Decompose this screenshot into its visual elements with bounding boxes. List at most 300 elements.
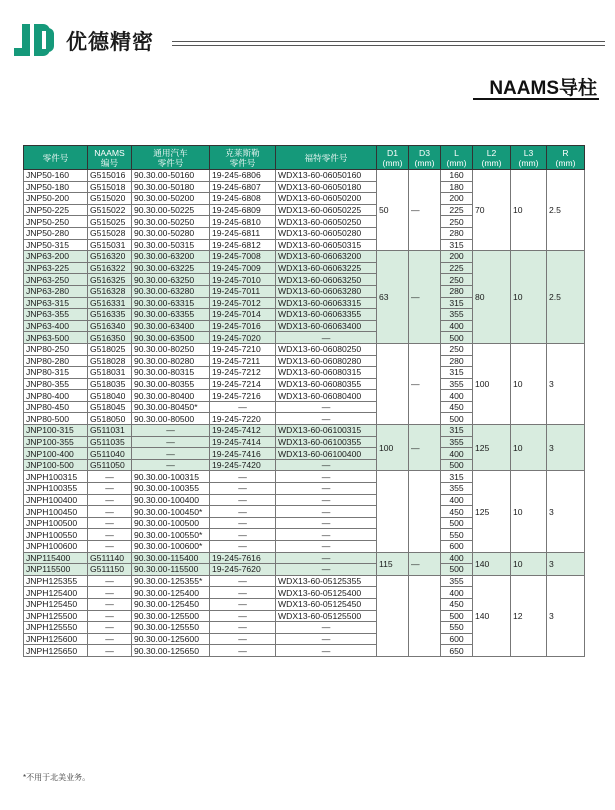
col-header-gm: 通用汽车 零件号 [132, 146, 210, 170]
cell-chrysler: — [210, 494, 276, 506]
cell-ford: WDX13-60-05125450 [276, 598, 377, 610]
cell-part-no: JNP63-500 [24, 332, 88, 344]
cell-chrysler: 19-245-7214 [210, 378, 276, 390]
cell-l3: 10 [511, 170, 547, 251]
cell-chrysler: — [210, 471, 276, 483]
cell-part-no: JNP80-250 [24, 343, 88, 355]
cell-part-no: JNP100-355 [24, 436, 88, 448]
cell-l2: 140 [473, 575, 511, 656]
cell-part-no: JNP100-500 [24, 459, 88, 471]
cell-naams: — [88, 633, 132, 645]
cell-ford: — [276, 483, 377, 495]
cell-chrysler: — [210, 529, 276, 541]
cell-chrysler: 19-245-7420 [210, 459, 276, 471]
cell-naams: G515018 [88, 181, 132, 193]
cell-chrysler: 19-245-7216 [210, 390, 276, 402]
cell-chrysler: 19-245-7412 [210, 425, 276, 437]
cell-d1 [377, 343, 409, 424]
cell-l: 315 [441, 471, 473, 483]
cell-gm: 90.30.00-125400 [132, 587, 210, 599]
cell-ford: — [276, 332, 377, 344]
cell-part-no: JNP63-355 [24, 309, 88, 321]
cell-gm: — [132, 425, 210, 437]
cell-part-no: JNP63-225 [24, 262, 88, 274]
cell-gm: 90.30.00-100600* [132, 541, 210, 553]
cell-naams: G516340 [88, 320, 132, 332]
cell-l: 315 [441, 367, 473, 379]
cell-part-no: JNPH100315 [24, 471, 88, 483]
cell-gm: 90.30.00-125550 [132, 622, 210, 634]
cell-l: 400 [441, 494, 473, 506]
cell-part-no: JNPH125450 [24, 598, 88, 610]
cell-gm: 90.30.00-63250 [132, 274, 210, 286]
cell-gm: 90.30.00-50250 [132, 216, 210, 228]
cell-ford: — [276, 552, 377, 564]
cell-chrysler: 19-245-7016 [210, 320, 276, 332]
cell-ford: WDX13-60-06100315 [276, 425, 377, 437]
cell-part-no: JNP80-280 [24, 355, 88, 367]
cell-naams: G516320 [88, 251, 132, 263]
cell-chrysler: 19-245-7211 [210, 355, 276, 367]
cell-naams: — [88, 483, 132, 495]
cell-part-no: JNPH125400 [24, 587, 88, 599]
cell-ford: WDX13-60-06080250 [276, 343, 377, 355]
cell-l: 355 [441, 378, 473, 390]
table-row [24, 552, 585, 564]
cell-gm: 90.30.00-115500 [132, 564, 210, 576]
col-header-naams: NAAMS 编号 [88, 146, 132, 170]
cell-part-no: JNPH125650 [24, 645, 88, 657]
cell-part-no: JNPH100500 [24, 517, 88, 529]
cell-l2: 70 [473, 170, 511, 251]
cell-r: 2.5 [547, 251, 585, 344]
cell-chrysler: 19-245-7210 [210, 343, 276, 355]
cell-chrysler: — [210, 541, 276, 553]
cell-ford: — [276, 459, 377, 471]
cell-d1 [377, 471, 409, 552]
cell-naams: G516350 [88, 332, 132, 344]
cell-naams: G515020 [88, 193, 132, 205]
cell-part-no: JNP63-315 [24, 297, 88, 309]
cell-gm: 90.30.00-100500 [132, 517, 210, 529]
cell-ford: WDX13-60-06050180 [276, 181, 377, 193]
cell-gm: 90.30.00-50225 [132, 204, 210, 216]
cell-chrysler: 19-245-7416 [210, 448, 276, 460]
cell-gm: 90.30.00-125650 [132, 645, 210, 657]
cell-naams: G511031 [88, 425, 132, 437]
cell-naams: G518050 [88, 413, 132, 425]
cell-part-no: JNP100-315 [24, 425, 88, 437]
cell-ford: WDX13-60-06100355 [276, 436, 377, 448]
cell-ford: WDX13-60-05125355 [276, 575, 377, 587]
table-row [24, 343, 585, 355]
cell-l: 250 [441, 343, 473, 355]
cell-l3: 10 [511, 552, 547, 575]
brand-name: 优德精密 [66, 30, 154, 54]
cell-gm: 90.30.00-100450* [132, 506, 210, 518]
cell-gm: 90.30.00-50180 [132, 181, 210, 193]
cell-l: 500 [441, 564, 473, 576]
cell-chrysler: — [210, 610, 276, 622]
cell-part-no: JNP80-400 [24, 390, 88, 402]
cell-part-no: JNP50-280 [24, 227, 88, 239]
cell-l2: 100 [473, 343, 511, 424]
cell-part-no: JNPH125355 [24, 575, 88, 587]
cell-r: 3 [547, 471, 585, 552]
cell-d1: 63 [377, 251, 409, 344]
cell-part-no: JNPH125600 [24, 633, 88, 645]
cell-naams: G511150 [88, 564, 132, 576]
cell-gm: 90.30.00-80400 [132, 390, 210, 402]
col-header-r: R (mm) [547, 146, 585, 170]
cell-gm: 90.30.00-125450 [132, 598, 210, 610]
cell-naams: — [88, 587, 132, 599]
cell-gm: 90.30.00-125500 [132, 610, 210, 622]
cell-l: 500 [441, 459, 473, 471]
cell-ford: — [276, 633, 377, 645]
cell-gm: 90.30.00-63280 [132, 285, 210, 297]
cell-gm: 90.30.00-80355 [132, 378, 210, 390]
cell-gm: 90.30.00-63400 [132, 320, 210, 332]
cell-ford: WDX13-60-06063400 [276, 320, 377, 332]
cell-part-no: JNP63-200 [24, 251, 88, 263]
cell-naams: — [88, 529, 132, 541]
cell-ford: WDX13-60-05125500 [276, 610, 377, 622]
cell-chrysler: 19-245-7414 [210, 436, 276, 448]
cell-l: 500 [441, 332, 473, 344]
cell-r: 3 [547, 425, 585, 471]
cell-ford: WDX13-60-06063200 [276, 251, 377, 263]
cell-gm: 90.30.00-80315 [132, 367, 210, 379]
cell-chrysler: — [210, 517, 276, 529]
cell-naams: G518031 [88, 367, 132, 379]
cell-d1: 50 [377, 170, 409, 251]
cell-part-no: JNP50-180 [24, 181, 88, 193]
cell-chrysler: 19-245-6810 [210, 216, 276, 228]
cell-l: 450 [441, 506, 473, 518]
cell-ford: WDX13-60-06063225 [276, 262, 377, 274]
cell-chrysler: — [210, 587, 276, 599]
col-header-l2: L2 (mm) [473, 146, 511, 170]
cell-gm: 90.30.00-63355 [132, 309, 210, 321]
cell-part-no: JNP80-315 [24, 367, 88, 379]
col-header-d3: D3 (mm) [409, 146, 441, 170]
cell-chrysler: 19-245-7012 [210, 297, 276, 309]
cell-part-no: JNP115400 [24, 552, 88, 564]
cell-l: 315 [441, 425, 473, 437]
cell-chrysler: 19-245-7014 [210, 309, 276, 321]
cell-part-no: JNPH100550 [24, 529, 88, 541]
cell-part-no: JNPH100450 [24, 506, 88, 518]
cell-part-no: JNP63-250 [24, 274, 88, 286]
cell-ford: WDX13-60-06050250 [276, 216, 377, 228]
cell-part-no: JNP80-355 [24, 378, 88, 390]
cell-l: 160 [441, 170, 473, 182]
cell-d3 [409, 471, 441, 552]
cell-l: 280 [441, 285, 473, 297]
cell-gm: 90.30.00-100315 [132, 471, 210, 483]
footnote: *不用于北美业务。 [23, 773, 91, 782]
cell-chrysler: 19-245-6811 [210, 227, 276, 239]
cell-gm: 90.30.00-80500 [132, 413, 210, 425]
cell-naams: — [88, 622, 132, 634]
cell-gm: 90.30.00-50160 [132, 170, 210, 182]
cell-naams: G516335 [88, 309, 132, 321]
cell-naams: — [88, 541, 132, 553]
cell-d1 [377, 575, 409, 656]
cell-chrysler: — [210, 483, 276, 495]
cell-l: 280 [441, 355, 473, 367]
col-header-d1: D1 (mm) [377, 146, 409, 170]
cell-l: 400 [441, 320, 473, 332]
cell-ford: WDX13-60-06100400 [276, 448, 377, 460]
cell-chrysler: — [210, 622, 276, 634]
cell-naams: — [88, 471, 132, 483]
cell-l: 400 [441, 587, 473, 599]
cell-part-no: JNP50-200 [24, 193, 88, 205]
brand-divider [172, 41, 605, 46]
cell-naams: G511035 [88, 436, 132, 448]
cell-ford: WDX13-60-06050315 [276, 239, 377, 251]
col-header-chrysler: 克莱斯勒 零件号 [210, 146, 276, 170]
cell-naams: G515016 [88, 170, 132, 182]
cell-gm: 90.30.00-125600 [132, 633, 210, 645]
cell-l2: 125 [473, 425, 511, 471]
cell-gm: 90.30.00-100400 [132, 494, 210, 506]
cell-l: 315 [441, 297, 473, 309]
cell-part-no: JNP50-315 [24, 239, 88, 251]
cell-gm: 90.30.00-50315 [132, 239, 210, 251]
cell-l: 500 [441, 413, 473, 425]
cell-naams: G518035 [88, 378, 132, 390]
cell-chrysler: 19-245-7616 [210, 552, 276, 564]
cell-chrysler: 19-245-7011 [210, 285, 276, 297]
cell-naams: — [88, 610, 132, 622]
cell-naams: G518028 [88, 355, 132, 367]
cell-l3: 10 [511, 343, 547, 424]
cell-part-no: JNPH100600 [24, 541, 88, 553]
title-underline [473, 98, 599, 100]
cell-naams: G516328 [88, 285, 132, 297]
cell-part-no: JNPH100355 [24, 483, 88, 495]
cell-ford: — [276, 413, 377, 425]
cell-l2: 80 [473, 251, 511, 344]
table-row [24, 251, 585, 263]
cell-l: 600 [441, 541, 473, 553]
col-header-l: L (mm) [441, 146, 473, 170]
cell-naams: G515025 [88, 216, 132, 228]
cell-gm: 90.30.00-100550* [132, 529, 210, 541]
cell-chrysler: — [210, 598, 276, 610]
cell-l: 355 [441, 309, 473, 321]
brand-logo [14, 24, 58, 56]
cell-l: 225 [441, 204, 473, 216]
table-header-row [24, 146, 585, 170]
cell-part-no: JNP50-225 [24, 204, 88, 216]
cell-ford: WDX13-60-06050280 [276, 227, 377, 239]
cell-naams: G516325 [88, 274, 132, 286]
table-row [24, 575, 585, 587]
cell-naams: G511050 [88, 459, 132, 471]
cell-l: 315 [441, 239, 473, 251]
cell-ford: WDX13-60-06063280 [276, 285, 377, 297]
cell-part-no: JNPH100400 [24, 494, 88, 506]
cell-l: 650 [441, 645, 473, 657]
cell-l: 250 [441, 216, 473, 228]
cell-part-no: JNP100-400 [24, 448, 88, 460]
cell-chrysler: — [210, 633, 276, 645]
cell-chrysler: 19-245-7010 [210, 274, 276, 286]
cell-naams: G511140 [88, 552, 132, 564]
cell-part-no: JNP63-280 [24, 285, 88, 297]
cell-chrysler: 19-245-6812 [210, 239, 276, 251]
cell-gm: 90.30.00-115400 [132, 552, 210, 564]
cell-ford: — [276, 401, 377, 413]
cell-ford: — [276, 494, 377, 506]
cell-gm: 90.30.00-50280 [132, 227, 210, 239]
cell-l: 450 [441, 598, 473, 610]
cell-naams: — [88, 645, 132, 657]
cell-chrysler: 19-245-7020 [210, 332, 276, 344]
cell-ford: WDX13-60-06080280 [276, 355, 377, 367]
cell-d3 [409, 575, 441, 656]
table-row [24, 425, 585, 437]
cell-gm: 90.30.00-63225 [132, 262, 210, 274]
cell-l: 500 [441, 517, 473, 529]
cell-ford: — [276, 517, 377, 529]
cell-l: 200 [441, 251, 473, 263]
cell-l: 355 [441, 436, 473, 448]
cell-l: 400 [441, 552, 473, 564]
col-header-ford: 福特零件号 [276, 146, 377, 170]
cell-gm: — [132, 448, 210, 460]
cell-ford: WDX13-60-06063355 [276, 309, 377, 321]
cell-chrysler: 19-245-6808 [210, 193, 276, 205]
cell-naams: — [88, 575, 132, 587]
cell-chrysler: 19-245-7009 [210, 262, 276, 274]
cell-l: 355 [441, 483, 473, 495]
cell-ford: WDX13-60-06080355 [276, 378, 377, 390]
cell-naams: G515028 [88, 227, 132, 239]
cell-l2: 125 [473, 471, 511, 552]
cell-chrysler: 19-245-6806 [210, 170, 276, 182]
cell-chrysler: — [210, 575, 276, 587]
cell-r: 3 [547, 343, 585, 424]
cell-r: 2.5 [547, 170, 585, 251]
cell-chrysler: 19-245-6807 [210, 181, 276, 193]
cell-chrysler: 19-245-7212 [210, 367, 276, 379]
cell-ford: WDX13-60-06050225 [276, 204, 377, 216]
cell-ford: WDX13-60-06063250 [276, 274, 377, 286]
cell-ford: — [276, 622, 377, 634]
page-title: NAAMS导柱 [489, 78, 597, 99]
cell-r: 3 [547, 552, 585, 575]
cell-ford: WDX13-60-06080315 [276, 367, 377, 379]
cell-ford: WDX13-60-05125400 [276, 587, 377, 599]
cell-naams: G516331 [88, 297, 132, 309]
cell-l: 180 [441, 181, 473, 193]
cell-chrysler: — [210, 401, 276, 413]
cell-l3: 10 [511, 251, 547, 344]
cell-gm: 90.30.00-63500 [132, 332, 210, 344]
cell-l: 355 [441, 575, 473, 587]
cell-naams: — [88, 506, 132, 518]
cell-ford: WDX13-60-06050160 [276, 170, 377, 182]
cell-ford: — [276, 541, 377, 553]
guide-pillar-table [23, 145, 585, 657]
cell-l: 280 [441, 227, 473, 239]
cell-d3: — [409, 425, 441, 471]
cell-l: 550 [441, 529, 473, 541]
cell-part-no: JNP80-450 [24, 401, 88, 413]
col-header-l3: L3 (mm) [511, 146, 547, 170]
cell-gm: — [132, 459, 210, 471]
cell-gm: 90.30.00-63315 [132, 297, 210, 309]
cell-l: 400 [441, 390, 473, 402]
cell-d3: — [409, 552, 441, 575]
cell-ford: WDX13-60-06063315 [276, 297, 377, 309]
cell-l: 500 [441, 610, 473, 622]
cell-gm: 90.30.00-100355 [132, 483, 210, 495]
cell-ford: — [276, 471, 377, 483]
cell-l2: 140 [473, 552, 511, 575]
cell-d3: — [409, 170, 441, 251]
cell-d3: — [409, 343, 441, 424]
cell-ford: — [276, 506, 377, 518]
cell-d1: 100 [377, 425, 409, 471]
cell-part-no: JNP115500 [24, 564, 88, 576]
cell-l3: 10 [511, 471, 547, 552]
cell-gm: 90.30.00-125355* [132, 575, 210, 587]
cell-naams: — [88, 598, 132, 610]
cell-naams: G511040 [88, 448, 132, 460]
cell-naams: G518025 [88, 343, 132, 355]
cell-l: 250 [441, 274, 473, 286]
cell-part-no: JNP80-500 [24, 413, 88, 425]
cell-l3: 10 [511, 425, 547, 471]
cell-naams: G518045 [88, 401, 132, 413]
cell-chrysler: — [210, 506, 276, 518]
cell-naams: G515031 [88, 239, 132, 251]
cell-part-no: JNP50-160 [24, 170, 88, 182]
cell-ford: WDX13-60-06080400 [276, 390, 377, 402]
cell-gm: 90.30.00-80250 [132, 343, 210, 355]
cell-naams: G516322 [88, 262, 132, 274]
cell-ford: WDX13-60-06050200 [276, 193, 377, 205]
cell-chrysler: 19-245-6809 [210, 204, 276, 216]
cell-naams: G518040 [88, 390, 132, 402]
cell-gm: — [132, 436, 210, 448]
cell-d3: — [409, 251, 441, 344]
cell-gm: 90.30.00-50200 [132, 193, 210, 205]
cell-chrysler: 19-245-7008 [210, 251, 276, 263]
cell-gm: 90.30.00-80450* [132, 401, 210, 413]
table-row [24, 170, 585, 182]
cell-naams: — [88, 517, 132, 529]
cell-l: 225 [441, 262, 473, 274]
cell-ford: — [276, 529, 377, 541]
cell-chrysler: — [210, 645, 276, 657]
cell-ford: — [276, 564, 377, 576]
cell-l: 200 [441, 193, 473, 205]
cell-r: 3 [547, 575, 585, 656]
cell-l: 450 [441, 401, 473, 413]
col-header-part-no: 零件号 [24, 146, 88, 170]
cell-naams: — [88, 494, 132, 506]
cell-l: 550 [441, 622, 473, 634]
cell-l: 600 [441, 633, 473, 645]
cell-l3: 12 [511, 575, 547, 656]
